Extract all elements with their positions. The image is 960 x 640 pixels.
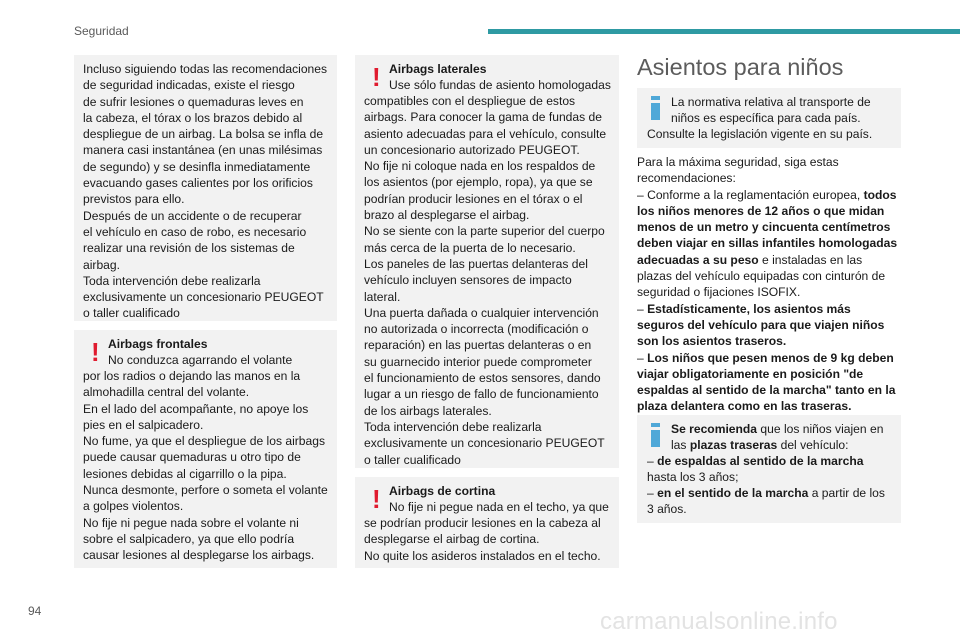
- text-line: Toda intervención debe realizarla: [83, 273, 261, 288]
- text-line: [637, 219, 905, 235]
- text-line: brazo al desplegarse el airbag.: [364, 208, 530, 223]
- text-line: [637, 252, 905, 268]
- bold-run: son los asientos traseros.: [637, 334, 787, 349]
- bold-run: menos de un metro y cincuenta centímetros: [637, 220, 891, 235]
- bold-run: Se recomienda: [671, 422, 758, 436]
- text-run: a partir de los: [808, 486, 885, 500]
- text-line: lugar a un riesgo de fallo de funcionamiento: [364, 387, 599, 402]
- text-line: exclusivamente un concesionario PEUGEOT: [83, 290, 324, 305]
- curtain-airbags-title: Airbags de cortina: [389, 484, 496, 498]
- header-accent-bar: [488, 29, 960, 34]
- lateral-airbags-text: [364, 93, 618, 468]
- text-line: airbag.: [83, 257, 120, 272]
- text-line: de los airbags laterales.: [364, 403, 492, 418]
- text-line: los asientos (por ejemplo, ropa), ya que se: [364, 175, 593, 190]
- text-line: asiento adecuadas para el vehículo, consulte: [364, 126, 607, 141]
- bold-run: seguros del vehículo para que viajen niños: [637, 317, 885, 332]
- info-line: Consulte la legislación vigente en su país.: [647, 127, 873, 141]
- text-line: [637, 235, 905, 251]
- header-section-title: Seguridad: [74, 24, 129, 38]
- info-line: hasta los 3 años;: [647, 470, 739, 484]
- text-line: de seguridad indicadas, existe el riesgo: [83, 78, 295, 93]
- text-run: e instaladas en las: [758, 252, 863, 267]
- info-line: niños es específica para cada país.: [671, 111, 861, 125]
- text-line: previstos para ello.: [83, 192, 185, 207]
- info-line: La normativa relativa al transporte de: [671, 95, 871, 109]
- text-line: seguridad o fijaciones ISOFIX.: [637, 285, 801, 300]
- child-seat-recommendations: [637, 154, 905, 415]
- bold-run: adecuadas a su peso: [637, 252, 759, 267]
- bold-run: Los niños que pesen menos de 9 kg deben: [647, 350, 894, 365]
- text-line: o taller cualificado: [364, 452, 461, 467]
- text-line: No fije ni coloque nada en los respaldos de: [364, 159, 596, 174]
- info-line: [671, 437, 849, 453]
- text-line: de sufrir lesiones o quemaduras leves en: [83, 94, 304, 109]
- text-line: no autorizada o incorrecta (modificación o: [364, 322, 589, 337]
- text-run: las: [671, 438, 690, 452]
- text-line: Incluso siguiendo todas las recomendaciones: [83, 62, 328, 76]
- warning-exclamation-icon: !: [91, 337, 100, 367]
- text-line: reparación) en las puertas delanteras o en: [364, 338, 592, 353]
- bold-run: de espaldas al sentido de la marcha: [657, 454, 864, 468]
- text-line: Una puerta dañada o cualquier intervención: [364, 305, 599, 320]
- text-line: por los radios o dejando las manos en la: [83, 369, 301, 383]
- text-line: No fume, ya que el despliegue de los airbags: [83, 434, 326, 449]
- warning-exclamation-icon: !: [372, 484, 381, 514]
- text-line: la cabeza, el tórax o los brazos debido al: [83, 110, 303, 125]
- text-line: [637, 366, 905, 382]
- text-line: o taller cualificado: [83, 306, 180, 321]
- text-line: compatibles con el despliegue de estos: [364, 94, 576, 108]
- text-line: Para la máxima seguridad, siga estas: [637, 155, 839, 169]
- text-line: de segundo) y se desinfla inmediatamente: [83, 159, 311, 174]
- bold-run: en el sentido de la marcha: [657, 486, 809, 500]
- curtain-airbags-first-line: No fije ni pegue nada en el techo, ya que: [389, 500, 609, 514]
- bold-run: plazas traseras: [689, 438, 778, 452]
- text-line: airbags. Para conocer la gama de fundas de: [364, 110, 602, 125]
- bold-run: deben viajar en sillas infantiles homologadas: [637, 236, 898, 251]
- text-line: No se siente con la parte superior del cuerpo: [364, 224, 605, 239]
- warning-exclamation-icon: !: [372, 62, 381, 92]
- bold-run: Estadísticamente, los asientos más: [647, 301, 851, 316]
- text-line: lesiones debidas al cigarrillo o la pipa.: [83, 466, 287, 481]
- text-line: No fije ni pegue nada sobre el volante ni: [83, 515, 299, 530]
- text-line: almohadilla central del volante.: [83, 385, 250, 400]
- text-line: No quite los asideros instalados en el techo.: [364, 548, 601, 563]
- text-run: del vehículo:: [777, 438, 849, 452]
- text-line: plazas del vehículo equipadas con cinturón de: [637, 269, 886, 284]
- text-line: se podrían producir lesiones en la cabeza al: [364, 516, 601, 530]
- bold-run: espaldas al sentido de la marcha" tanto en la: [637, 383, 896, 398]
- text-line: [637, 187, 905, 203]
- bold-run: plaza delantera como en las traseras.: [637, 399, 852, 414]
- lateral-airbags-first-line: Use sólo fundas de asiento homologadas: [389, 78, 611, 92]
- text-line: vehículo incluyen sensores de impacto: [364, 273, 572, 288]
- info-box-regulations: [637, 88, 901, 148]
- text-line: lateral.: [364, 289, 401, 304]
- section-title: Asientos para niños: [637, 54, 844, 80]
- info-icon: [651, 96, 660, 120]
- frontal-airbags-first-line: No conduzca agarrando el volante: [108, 353, 293, 367]
- text-line: [637, 317, 905, 333]
- bold-run: los niños menores de 12 años o que midan: [637, 203, 885, 218]
- info-box-rear-seats: [637, 415, 901, 523]
- frontal-airbags-box: [74, 330, 337, 568]
- text-line: evacuando gases calientes por los orificios: [83, 176, 313, 191]
- text-line: Después de un accidente o de recuperar: [83, 208, 302, 223]
- text-line: desplegarse el airbag de cortina.: [364, 532, 540, 547]
- airbag-warning-text: [83, 61, 333, 322]
- frontal-airbags-title: Airbags frontales: [108, 337, 208, 351]
- text-line: En el lado del acompañante, no apoye los: [83, 401, 309, 416]
- text-line: [637, 203, 905, 219]
- text-line: el vehículo en caso de robo, es necesario: [83, 224, 307, 239]
- text-run: –: [647, 486, 658, 500]
- text-line: puede causar quemaduras u otro tipo de: [83, 450, 301, 465]
- text-line: causar lesiones al desplegarse los airbags.: [83, 548, 315, 563]
- text-line: pies en el salpicadero.: [83, 417, 204, 432]
- text-line: realizar una revisión de los sistemas de: [83, 241, 295, 256]
- bold-run: viajar obligatoriamente en posición "de: [637, 366, 864, 381]
- text-line: [637, 382, 905, 398]
- text-run: –: [637, 350, 648, 365]
- text-line: exclusivamente un concesionario PEUGEOT: [364, 436, 605, 451]
- info-line: [671, 421, 883, 437]
- text-line: Toda intervención debe realizarla: [364, 419, 542, 434]
- text-line: Nunca desmonte, perfore o someta el volante: [83, 483, 328, 498]
- text-run: –: [637, 301, 648, 316]
- page-number: 94: [28, 604, 42, 618]
- curtain-airbags-text: [364, 515, 618, 564]
- frontal-airbags-text: [83, 368, 335, 564]
- info-line: 3 años.: [647, 502, 687, 516]
- curtain-airbags-box: [355, 477, 619, 568]
- text-line: Los paneles de las puertas delanteras del: [364, 256, 588, 271]
- bold-run: todos: [863, 187, 897, 202]
- text-line: manera casi instantánea (en unas milésimas: [83, 143, 323, 158]
- text-line: su guarnecido interior puede comprometer: [364, 354, 592, 369]
- info-line: [647, 485, 885, 501]
- text-run: –: [647, 454, 658, 468]
- text-line: podrían producir lesiones en el tórax o el: [364, 191, 583, 206]
- text-line: más cerca de la puerta de lo necesario.: [364, 240, 576, 255]
- info-icon: [651, 423, 660, 447]
- watermark: carmanualsonline.info: [600, 608, 838, 635]
- airbag-warning-box: [74, 55, 337, 321]
- lateral-airbags-title: Airbags laterales: [389, 62, 487, 76]
- text-line: un concesionario autorizado PEUGEOT.: [364, 142, 580, 157]
- text-line: [637, 333, 905, 349]
- text-line: recomendaciones:: [637, 171, 736, 186]
- text-line: [637, 350, 905, 366]
- text-line: a golpes violentos.: [83, 499, 184, 514]
- text-line: sobre el salpicadero, ya que ello podría: [83, 531, 295, 546]
- text-line: [637, 398, 905, 414]
- text-line: despliegue de un airbag. La bolsa se infla de: [83, 127, 324, 142]
- info-line: [647, 453, 863, 469]
- text-run: – Conforme a la reglamentación europea,: [637, 187, 864, 202]
- text-run: que los niños viajen en: [757, 422, 884, 436]
- lateral-airbags-box: [355, 55, 619, 468]
- text-line: el funcionamiento de estos sensores, dando: [364, 371, 601, 386]
- text-line: [637, 301, 905, 317]
